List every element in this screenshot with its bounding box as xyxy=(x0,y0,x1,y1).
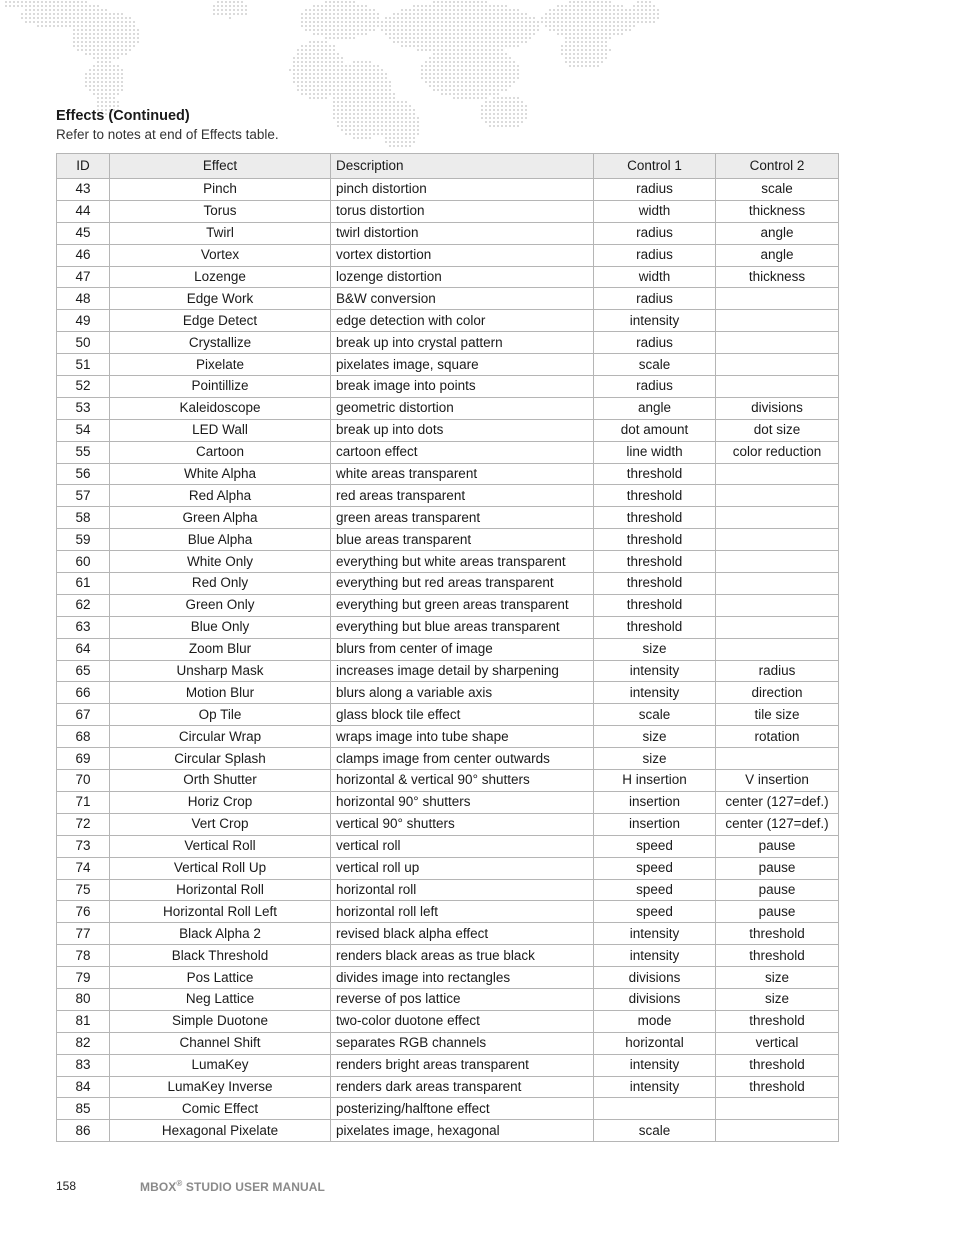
cell-effect: Blue Alpha xyxy=(110,529,331,551)
cell-id: 67 xyxy=(57,704,110,726)
cell-description: everything but red areas transparent xyxy=(331,573,594,595)
cell-id: 73 xyxy=(57,835,110,857)
cell-control-2 xyxy=(716,288,839,310)
cell-control-1: speed xyxy=(594,879,716,901)
table-row xyxy=(57,463,839,485)
cell-description: blue areas transparent xyxy=(331,529,594,551)
cell-description: lozenge distortion xyxy=(331,266,594,288)
cell-id: 45 xyxy=(57,222,110,244)
cell-id: 62 xyxy=(57,594,110,616)
table-row xyxy=(57,1032,839,1054)
cell-description: break up into crystal pattern xyxy=(331,332,594,354)
cell-control-2 xyxy=(716,594,839,616)
cell-id: 66 xyxy=(57,682,110,704)
cell-id: 44 xyxy=(57,200,110,222)
cell-control-2: thickness xyxy=(716,200,839,222)
cell-id: 84 xyxy=(57,1076,110,1098)
cell-control-2 xyxy=(716,463,839,485)
cell-description: glass block tile effect xyxy=(331,704,594,726)
table-row xyxy=(57,967,839,989)
cell-effect: Horizontal Roll xyxy=(110,879,331,901)
cell-description: vertical 90° shutters xyxy=(331,813,594,835)
cell-control-1: divisions xyxy=(594,988,716,1010)
cell-effect: Neg Lattice xyxy=(110,988,331,1010)
cell-control-2: center (127=def.) xyxy=(716,791,839,813)
cell-description: cartoon effect xyxy=(331,441,594,463)
cell-description: green areas transparent xyxy=(331,507,594,529)
table-row xyxy=(57,332,839,354)
section-subheading: Refer to notes at end of Effects table. xyxy=(56,127,279,142)
cell-control-1: speed xyxy=(594,901,716,923)
cell-id: 49 xyxy=(57,310,110,332)
table-row xyxy=(57,1098,839,1120)
cell-id: 82 xyxy=(57,1032,110,1054)
cell-description: horizontal roll left xyxy=(331,901,594,923)
cell-effect: Vortex xyxy=(110,244,331,266)
cell-control-1: scale xyxy=(594,354,716,376)
cell-control-2: angle xyxy=(716,244,839,266)
page-number: 158 xyxy=(56,1179,77,1193)
cell-control-1: threshold xyxy=(594,463,716,485)
table-row xyxy=(57,835,839,857)
table-row xyxy=(57,1010,839,1032)
cell-control-2: pause xyxy=(716,835,839,857)
cell-description: everything but blue areas transparent xyxy=(331,616,594,638)
column-header-id: ID xyxy=(57,154,110,179)
cell-description: revised black alpha effect xyxy=(331,923,594,945)
cell-control-2: radius xyxy=(716,660,839,682)
cell-control-1: threshold xyxy=(594,616,716,638)
cell-control-1: speed xyxy=(594,857,716,879)
doc-title-rest: STUDIO USER MANUAL xyxy=(182,1180,325,1194)
cell-control-2 xyxy=(716,529,839,551)
cell-id: 59 xyxy=(57,529,110,551)
cell-id: 69 xyxy=(57,748,110,770)
cell-effect: Hexagonal Pixelate xyxy=(110,1120,331,1142)
cell-control-2 xyxy=(716,332,839,354)
cell-control-2: scale xyxy=(716,179,839,201)
cell-control-1: threshold xyxy=(594,507,716,529)
document-title xyxy=(140,1179,325,1194)
cell-id: 79 xyxy=(57,967,110,989)
cell-control-2: vertical xyxy=(716,1032,839,1054)
cell-effect: LumaKey xyxy=(110,1054,331,1076)
cell-control-2: angle xyxy=(716,222,839,244)
cell-control-2: size xyxy=(716,967,839,989)
cell-control-2: size xyxy=(716,988,839,1010)
cell-id: 64 xyxy=(57,638,110,660)
cell-id: 52 xyxy=(57,376,110,398)
cell-control-1: width xyxy=(594,200,716,222)
cell-id: 53 xyxy=(57,397,110,419)
cell-control-2: color reduction xyxy=(716,441,839,463)
cell-description: everything but white areas transparent xyxy=(331,551,594,573)
cell-effect: Simple Duotone xyxy=(110,1010,331,1032)
cell-control-1: threshold xyxy=(594,573,716,595)
cell-description: horizontal 90° shutters xyxy=(331,791,594,813)
cell-control-1: radius xyxy=(594,222,716,244)
cell-control-2: divisions xyxy=(716,397,839,419)
cell-description: pixelates image, hexagonal xyxy=(331,1120,594,1142)
cell-description: blurs along a variable axis xyxy=(331,682,594,704)
cell-control-1: size xyxy=(594,638,716,660)
cell-control-2: pause xyxy=(716,879,839,901)
cell-control-1: angle xyxy=(594,397,716,419)
cell-id: 57 xyxy=(57,485,110,507)
cell-control-1: intensity xyxy=(594,660,716,682)
cell-effect: Twirl xyxy=(110,222,331,244)
cell-control-1: insertion xyxy=(594,813,716,835)
table-row xyxy=(57,923,839,945)
cell-description: pinch distortion xyxy=(331,179,594,201)
cell-effect: Vert Crop xyxy=(110,813,331,835)
table-row xyxy=(57,222,839,244)
effects-table xyxy=(56,153,839,1142)
cell-control-1: intensity xyxy=(594,1076,716,1098)
cell-control-2: threshold xyxy=(716,1054,839,1076)
cell-control-2 xyxy=(716,616,839,638)
cell-effect: Zoom Blur xyxy=(110,638,331,660)
cell-effect: Green Only xyxy=(110,594,331,616)
table-row xyxy=(57,682,839,704)
table-row xyxy=(57,354,839,376)
cell-control-1: intensity xyxy=(594,682,716,704)
table-row xyxy=(57,594,839,616)
table-row xyxy=(57,529,839,551)
cell-control-2 xyxy=(716,376,839,398)
doc-title-brand: MBOX xyxy=(140,1180,177,1194)
cell-id: 55 xyxy=(57,441,110,463)
cell-id: 43 xyxy=(57,179,110,201)
table-row xyxy=(57,660,839,682)
cell-control-2: center (127=def.) xyxy=(716,813,839,835)
cell-effect: Torus xyxy=(110,200,331,222)
cell-description: red areas transparent xyxy=(331,485,594,507)
cell-description: posterizing/halftone effect xyxy=(331,1098,594,1120)
cell-id: 61 xyxy=(57,573,110,595)
cell-id: 76 xyxy=(57,901,110,923)
cell-effect: Unsharp Mask xyxy=(110,660,331,682)
cell-control-1: size xyxy=(594,726,716,748)
table-row xyxy=(57,551,839,573)
cell-id: 81 xyxy=(57,1010,110,1032)
cell-control-2: tile size xyxy=(716,704,839,726)
cell-id: 63 xyxy=(57,616,110,638)
column-header-control-2: Control 2 xyxy=(716,154,839,179)
cell-id: 85 xyxy=(57,1098,110,1120)
cell-description: torus distortion xyxy=(331,200,594,222)
cell-control-1 xyxy=(594,1098,716,1120)
cell-control-1: threshold xyxy=(594,485,716,507)
cell-description: increases image detail by sharpening xyxy=(331,660,594,682)
cell-control-2: direction xyxy=(716,682,839,704)
cell-effect: Kaleidoscope xyxy=(110,397,331,419)
table-row xyxy=(57,310,839,332)
cell-id: 65 xyxy=(57,660,110,682)
cell-control-1: intensity xyxy=(594,945,716,967)
cell-effect: Comic Effect xyxy=(110,1098,331,1120)
cell-control-1: radius xyxy=(594,244,716,266)
cell-id: 47 xyxy=(57,266,110,288)
table-body xyxy=(57,179,839,1142)
table-row xyxy=(57,616,839,638)
cell-control-2 xyxy=(716,354,839,376)
table-row xyxy=(57,857,839,879)
cell-id: 50 xyxy=(57,332,110,354)
table-row xyxy=(57,813,839,835)
cell-id: 86 xyxy=(57,1120,110,1142)
table-row xyxy=(57,726,839,748)
cell-effect: Horiz Crop xyxy=(110,791,331,813)
cell-control-2 xyxy=(716,748,839,770)
table-row xyxy=(57,1076,839,1098)
cell-id: 46 xyxy=(57,244,110,266)
cell-control-2 xyxy=(716,1098,839,1120)
table-row xyxy=(57,704,839,726)
table-row xyxy=(57,879,839,901)
table-row xyxy=(57,638,839,660)
cell-id: 56 xyxy=(57,463,110,485)
cell-control-2 xyxy=(716,573,839,595)
column-header-control-1: Control 1 xyxy=(594,154,716,179)
cell-effect: Pos Lattice xyxy=(110,967,331,989)
cell-id: 75 xyxy=(57,879,110,901)
cell-description: horizontal & vertical 90° shutters xyxy=(331,770,594,792)
cell-control-1: mode xyxy=(594,1010,716,1032)
cell-effect: Circular Splash xyxy=(110,748,331,770)
table-row xyxy=(57,200,839,222)
cell-effect: Crystallize xyxy=(110,332,331,354)
cell-description: break up into dots xyxy=(331,419,594,441)
cell-control-1: size xyxy=(594,748,716,770)
cell-description: renders dark areas transparent xyxy=(331,1076,594,1098)
table-row xyxy=(57,748,839,770)
table-row xyxy=(57,376,839,398)
cell-id: 80 xyxy=(57,988,110,1010)
cell-description: white areas transparent xyxy=(331,463,594,485)
cell-control-2 xyxy=(716,485,839,507)
cell-effect: Cartoon xyxy=(110,441,331,463)
cell-description: separates RGB channels xyxy=(331,1032,594,1054)
registered-mark: ® xyxy=(176,1179,183,1188)
table-row xyxy=(57,179,839,201)
table-row xyxy=(57,573,839,595)
cell-control-2: threshold xyxy=(716,1076,839,1098)
cell-description: renders black areas as true black xyxy=(331,945,594,967)
cell-description: clamps image from center outwards xyxy=(331,748,594,770)
cell-effect: LumaKey Inverse xyxy=(110,1076,331,1098)
cell-id: 71 xyxy=(57,791,110,813)
cell-control-1: threshold xyxy=(594,594,716,616)
column-header-description: Description xyxy=(331,154,594,179)
cell-description: two-color duotone effect xyxy=(331,1010,594,1032)
cell-effect: Circular Wrap xyxy=(110,726,331,748)
cell-control-2 xyxy=(716,638,839,660)
cell-id: 83 xyxy=(57,1054,110,1076)
cell-effect: Horizontal Roll Left xyxy=(110,901,331,923)
cell-effect: LED Wall xyxy=(110,419,331,441)
cell-control-2 xyxy=(716,310,839,332)
table-row xyxy=(57,1054,839,1076)
cell-control-1: threshold xyxy=(594,529,716,551)
cell-control-1: line width xyxy=(594,441,716,463)
cell-effect: Black Alpha 2 xyxy=(110,923,331,945)
cell-effect: Pointillize xyxy=(110,376,331,398)
cell-effect: Orth Shutter xyxy=(110,770,331,792)
cell-effect: Edge Detect xyxy=(110,310,331,332)
cell-id: 74 xyxy=(57,857,110,879)
cell-effect: Black Threshold xyxy=(110,945,331,967)
cell-effect: Lozenge xyxy=(110,266,331,288)
cell-control-1: horizontal xyxy=(594,1032,716,1054)
cell-effect: Pixelate xyxy=(110,354,331,376)
cell-effect: Blue Only xyxy=(110,616,331,638)
cell-control-1: H insertion xyxy=(594,770,716,792)
cell-description: divides image into rectangles xyxy=(331,967,594,989)
table-row xyxy=(57,485,839,507)
cell-control-2: pause xyxy=(716,857,839,879)
table-row xyxy=(57,244,839,266)
cell-control-1: radius xyxy=(594,179,716,201)
cell-effect: White Only xyxy=(110,551,331,573)
cell-control-2: thickness xyxy=(716,266,839,288)
cell-control-1: intensity xyxy=(594,923,716,945)
cell-effect: Motion Blur xyxy=(110,682,331,704)
cell-description: geometric distortion xyxy=(331,397,594,419)
cell-control-1: scale xyxy=(594,1120,716,1142)
cell-control-2: V insertion xyxy=(716,770,839,792)
section-heading: Effects (Continued) xyxy=(56,108,190,124)
cell-control-2: dot size xyxy=(716,419,839,441)
cell-effect: Vertical Roll xyxy=(110,835,331,857)
table-row xyxy=(57,770,839,792)
cell-control-1: insertion xyxy=(594,791,716,813)
cell-description: vortex distortion xyxy=(331,244,594,266)
cell-control-1: radius xyxy=(594,288,716,310)
cell-description: renders bright areas transparent xyxy=(331,1054,594,1076)
table-row xyxy=(57,288,839,310)
cell-control-2: rotation xyxy=(716,726,839,748)
cell-description: vertical roll xyxy=(331,835,594,857)
cell-description: vertical roll up xyxy=(331,857,594,879)
table-row xyxy=(57,397,839,419)
cell-control-1: divisions xyxy=(594,967,716,989)
cell-control-2 xyxy=(716,551,839,573)
cell-control-2 xyxy=(716,1120,839,1142)
cell-description: edge detection with color xyxy=(331,310,594,332)
table-row xyxy=(57,507,839,529)
column-header-effect: Effect xyxy=(110,154,331,179)
table-row xyxy=(57,266,839,288)
cell-control-1: scale xyxy=(594,704,716,726)
cell-description: break image into points xyxy=(331,376,594,398)
cell-effect: Pinch xyxy=(110,179,331,201)
cell-control-1: radius xyxy=(594,332,716,354)
table-row xyxy=(57,441,839,463)
table-row xyxy=(57,988,839,1010)
cell-description: blurs from center of image xyxy=(331,638,594,660)
cell-description: horizontal roll xyxy=(331,879,594,901)
cell-effect: Op Tile xyxy=(110,704,331,726)
table-row xyxy=(57,1120,839,1142)
cell-control-2: threshold xyxy=(716,1010,839,1032)
table-header-row xyxy=(57,154,839,179)
cell-control-1: radius xyxy=(594,376,716,398)
cell-id: 68 xyxy=(57,726,110,748)
cell-effect: White Alpha xyxy=(110,463,331,485)
cell-id: 60 xyxy=(57,551,110,573)
table-row xyxy=(57,791,839,813)
cell-effect: Red Only xyxy=(110,573,331,595)
cell-description: pixelates image, square xyxy=(331,354,594,376)
cell-id: 70 xyxy=(57,770,110,792)
cell-id: 72 xyxy=(57,813,110,835)
cell-id: 77 xyxy=(57,923,110,945)
table-row xyxy=(57,901,839,923)
cell-effect: Channel Shift xyxy=(110,1032,331,1054)
cell-control-1: width xyxy=(594,266,716,288)
cell-effect: Vertical Roll Up xyxy=(110,857,331,879)
cell-control-1: intensity xyxy=(594,310,716,332)
cell-effect: Edge Work xyxy=(110,288,331,310)
cell-description: wraps image into tube shape xyxy=(331,726,594,748)
cell-control-1: speed xyxy=(594,835,716,857)
cell-id: 54 xyxy=(57,419,110,441)
cell-effect: Red Alpha xyxy=(110,485,331,507)
cell-id: 78 xyxy=(57,945,110,967)
table-row xyxy=(57,945,839,967)
cell-effect: Green Alpha xyxy=(110,507,331,529)
cell-control-2: threshold xyxy=(716,945,839,967)
cell-control-2 xyxy=(716,507,839,529)
cell-description: reverse of pos lattice xyxy=(331,988,594,1010)
cell-id: 58 xyxy=(57,507,110,529)
cell-control-1: intensity xyxy=(594,1054,716,1076)
cell-control-1: threshold xyxy=(594,551,716,573)
cell-control-2: threshold xyxy=(716,923,839,945)
cell-description: B&W conversion xyxy=(331,288,594,310)
cell-control-1: dot amount xyxy=(594,419,716,441)
cell-id: 48 xyxy=(57,288,110,310)
cell-description: everything but green areas transparent xyxy=(331,594,594,616)
table-row xyxy=(57,419,839,441)
cell-control-2: pause xyxy=(716,901,839,923)
cell-id: 51 xyxy=(57,354,110,376)
cell-description: twirl distortion xyxy=(331,222,594,244)
